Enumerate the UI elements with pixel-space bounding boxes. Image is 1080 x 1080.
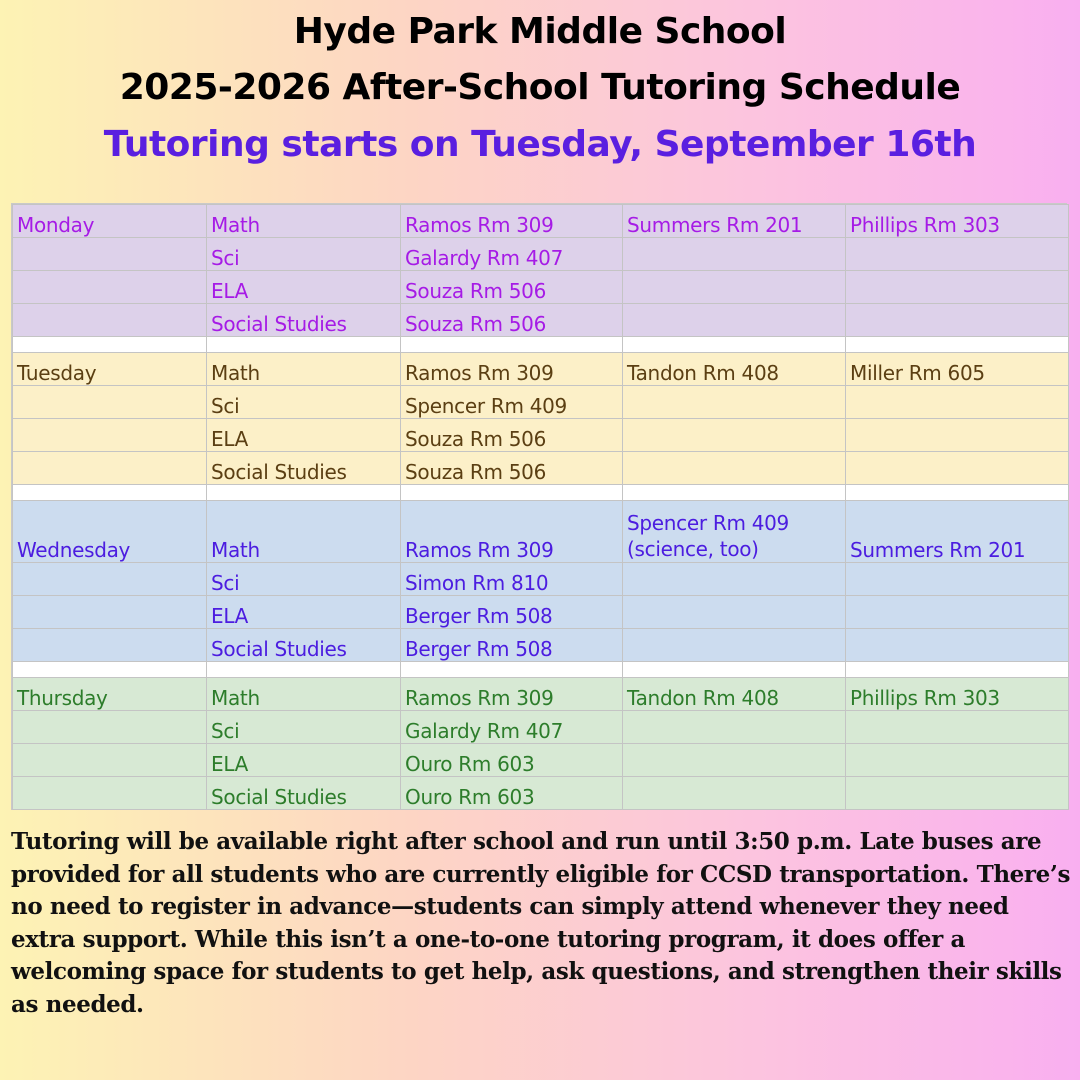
- tutor-cell[interactable]: Galardy Rm 407: [401, 711, 623, 744]
- day-cell[interactable]: [13, 386, 207, 419]
- tutor-cell[interactable]: [623, 304, 846, 337]
- table-row: [13, 353, 1069, 386]
- tutor-cell[interactable]: Summers Rm 201: [623, 205, 846, 238]
- tutor-cell[interactable]: Berger Rm 508: [401, 596, 623, 629]
- tutor-cell[interactable]: [623, 563, 846, 596]
- day-cell[interactable]: [13, 744, 207, 777]
- subject-cell[interactable]: ELA: [207, 271, 401, 304]
- day-cell[interactable]: Monday: [13, 205, 207, 238]
- table-row: [13, 629, 1069, 662]
- table-row: [13, 271, 1069, 304]
- tutor-cell[interactable]: Souza Rm 506: [401, 271, 623, 304]
- table-row: [13, 501, 1069, 563]
- tutor-cell[interactable]: Spencer Rm 409: [401, 386, 623, 419]
- schedule-table: [12, 204, 1069, 810]
- tutor-cell[interactable]: [623, 386, 846, 419]
- table-row: [13, 678, 1069, 711]
- day-cell[interactable]: Thursday: [13, 678, 207, 711]
- tutor-cell[interactable]: Tandon Rm 408: [623, 353, 846, 386]
- tutor-cell[interactable]: [846, 711, 1069, 744]
- day-cell[interactable]: [13, 596, 207, 629]
- tutor-cell[interactable]: Spencer Rm 409 (science, too): [623, 501, 846, 563]
- header: [0, 4, 1080, 174]
- tutor-cell[interactable]: [846, 596, 1069, 629]
- tutor-cell[interactable]: Ramos Rm 309: [401, 205, 623, 238]
- tutor-cell[interactable]: [623, 452, 846, 485]
- tutor-cell[interactable]: Souza Rm 506: [401, 304, 623, 337]
- tutor-cell[interactable]: Tandon Rm 408: [623, 678, 846, 711]
- table-row: [13, 452, 1069, 485]
- subject-cell[interactable]: Math: [207, 353, 401, 386]
- page-title-schedule: 2025-2026 After-School Tutoring Schedule: [119, 67, 961, 108]
- day-cell[interactable]: Tuesday: [13, 353, 207, 386]
- subject-cell[interactable]: Math: [207, 501, 401, 563]
- spacer-row: [13, 662, 1069, 678]
- tutor-cell[interactable]: Phillips Rm 303: [846, 678, 1069, 711]
- tutoring-info-paragraph: Tutoring will be available right after school and run until 3:50 p.m. Late buses are provided for all students who are currently eligible for CCSD transportation. There’s no need to register in advance—students can simply attend whenever they need extra support. While this isn’t a one-to-one tutoring program, it does offer a welcoming space for students to get help, ask questions, and strengthen their skills as needed.: [11, 828, 1071, 1018]
- table-row: [13, 238, 1069, 271]
- day-cell[interactable]: Wednesday: [13, 501, 207, 563]
- day-group-monday: [13, 205, 1069, 337]
- tutor-cell[interactable]: [623, 711, 846, 744]
- subject-cell[interactable]: ELA: [207, 744, 401, 777]
- tutor-cell[interactable]: [623, 596, 846, 629]
- spacer-row: [13, 485, 1069, 501]
- tutor-cell[interactable]: [623, 629, 846, 662]
- tutor-cell[interactable]: [846, 629, 1069, 662]
- subject-cell[interactable]: Sci: [207, 711, 401, 744]
- day-cell[interactable]: [13, 419, 207, 452]
- table-row: [13, 711, 1069, 744]
- tutor-cell[interactable]: Galardy Rm 407: [401, 238, 623, 271]
- spacer-group: [13, 485, 1069, 501]
- day-group-tuesday: [13, 353, 1069, 485]
- tutor-cell[interactable]: [623, 271, 846, 304]
- tutor-cell[interactable]: Ouro Rm 603: [401, 744, 623, 777]
- table-row: [13, 386, 1069, 419]
- subject-cell[interactable]: ELA: [207, 419, 401, 452]
- spacer-group: [13, 662, 1069, 678]
- day-cell[interactable]: [13, 271, 207, 304]
- day-cell[interactable]: [13, 452, 207, 485]
- day-cell[interactable]: [13, 304, 207, 337]
- tutor-cell[interactable]: [846, 419, 1069, 452]
- subject-cell[interactable]: Social Studies: [207, 304, 401, 337]
- tutor-cell[interactable]: Phillips Rm 303: [846, 205, 1069, 238]
- subject-cell[interactable]: Sci: [207, 563, 401, 596]
- tutor-cell[interactable]: [846, 744, 1069, 777]
- day-cell[interactable]: [13, 563, 207, 596]
- tutor-cell[interactable]: [846, 238, 1069, 271]
- tutor-cell[interactable]: Ramos Rm 309: [401, 678, 623, 711]
- tutor-cell[interactable]: [623, 238, 846, 271]
- tutor-cell[interactable]: Ramos Rm 309: [401, 501, 623, 563]
- schedule-table-container: [11, 203, 1067, 810]
- subject-cell[interactable]: Math: [207, 678, 401, 711]
- tutor-cell[interactable]: [846, 563, 1069, 596]
- table-row: [13, 777, 1069, 810]
- tutor-cell[interactable]: Souza Rm 506: [401, 419, 623, 452]
- tutor-cell[interactable]: [623, 777, 846, 810]
- tutor-cell[interactable]: Simon Rm 810: [401, 563, 623, 596]
- table-row: [13, 205, 1069, 238]
- table-row: [13, 744, 1069, 777]
- tutor-cell[interactable]: [623, 419, 846, 452]
- start-date-subtitle: Tutoring starts on Tuesday, September 16th: [103, 124, 977, 165]
- tutor-cell[interactable]: [846, 386, 1069, 419]
- subject-cell[interactable]: Social Studies: [207, 452, 401, 485]
- spacer-row: [13, 337, 1069, 353]
- subject-cell[interactable]: ELA: [207, 596, 401, 629]
- subject-cell[interactable]: Sci: [207, 386, 401, 419]
- spacer-group: [13, 337, 1069, 353]
- subject-cell[interactable]: Math: [207, 205, 401, 238]
- subject-cell[interactable]: Sci: [207, 238, 401, 271]
- day-cell[interactable]: [13, 629, 207, 662]
- tutor-cell[interactable]: Berger Rm 508: [401, 629, 623, 662]
- day-group-thursday: [13, 678, 1069, 810]
- tutor-cell[interactable]: [623, 744, 846, 777]
- tutor-cell[interactable]: Souza Rm 506: [401, 452, 623, 485]
- page-title-school: Hyde Park Middle School: [293, 11, 787, 52]
- tutor-cell[interactable]: [846, 777, 1069, 810]
- table-row: [13, 304, 1069, 337]
- day-cell[interactable]: [13, 711, 207, 744]
- tutor-cell[interactable]: [846, 304, 1069, 337]
- day-cell[interactable]: [13, 777, 207, 810]
- tutor-cell[interactable]: [846, 452, 1069, 485]
- tutor-cell[interactable]: Ramos Rm 309: [401, 353, 623, 386]
- tutor-cell[interactable]: Miller Rm 605: [846, 353, 1069, 386]
- tutor-cell[interactable]: Ouro Rm 603: [401, 777, 623, 810]
- day-group-wednesday: [13, 501, 1069, 662]
- subject-cell[interactable]: Social Studies: [207, 629, 401, 662]
- table-row: [13, 563, 1069, 596]
- day-cell[interactable]: [13, 238, 207, 271]
- table-row: [13, 419, 1069, 452]
- table-row: [13, 596, 1069, 629]
- tutor-cell[interactable]: Summers Rm 201: [846, 501, 1069, 563]
- subject-cell[interactable]: Social Studies: [207, 777, 401, 810]
- tutor-cell[interactable]: [846, 271, 1069, 304]
